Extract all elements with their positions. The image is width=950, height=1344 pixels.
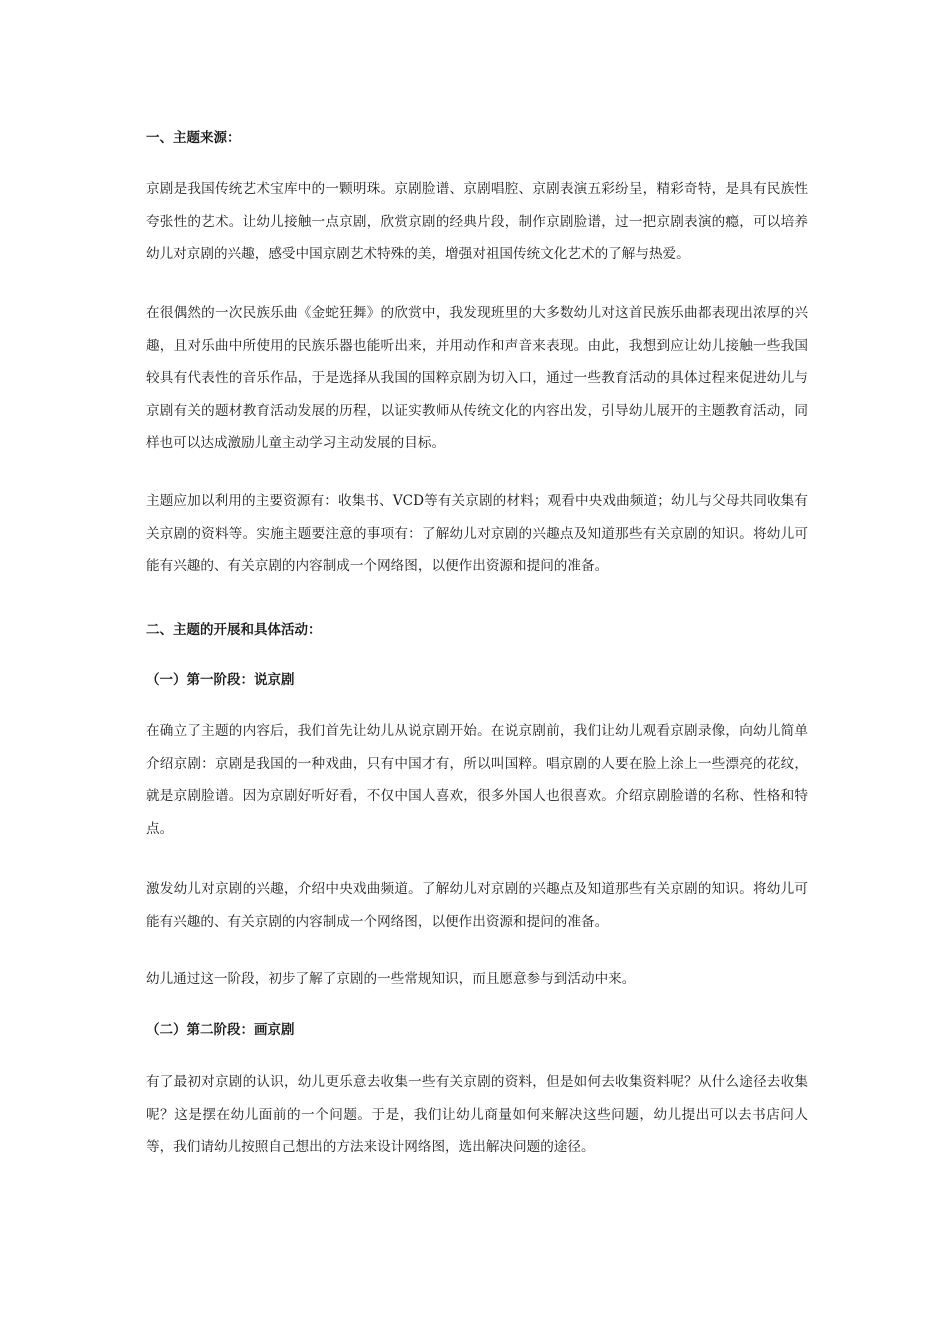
subheading-stage-2: （二）第二阶段：画京剧 xyxy=(146,1022,295,1038)
paragraph-stage-1-2: 激发幼儿对京剧的兴趣，介绍中央戏曲频道。了解幼儿对京剧的兴趣点及知道那些有关京剧的知识。将幼儿可能有兴趣的、有关京剧的内容制成一个网络图，以便作出资源和提问的准备。 xyxy=(146,881,808,930)
paragraph-theme-source-1: 京剧是我国传统艺术宝库中的一颗明珠。京剧脸谱、京剧唱腔、京剧表演五彩纷呈，精彩奇特，是具有民族性夸张性的艺术。让幼儿接触一点京剧，欣赏京剧的经典片段，制作京剧脸谱，过一把京剧表演的瘾，可以培养幼儿对京剧的兴趣，感受中国京剧艺术特殊的美，增强对祖国传统文化艺术的了解与热爱。 xyxy=(146,181,808,262)
paragraph-stage-1-1: 在确立了主题的内容后，我们首先让幼儿从说京剧开始。在说京剧前，我们让幼儿观看京剧录像，向幼儿简单介绍京剧：京剧是我国的一种戏曲，只有中国才有，所以叫国粹。唱京剧的人要在脸上涂上一些漂亮的花纹，就是京剧脸谱。因为京剧好听好看，不仅中国人喜欢，很多外国人也很喜欢。介绍京剧脸谱的名称、性格和特点。 xyxy=(146,723,808,837)
section-heading-theme-source: 一、主题来源： xyxy=(146,130,241,146)
subheading-stage-1: （一）第一阶段：说京剧 xyxy=(146,672,295,688)
section-heading-theme-activities: 二、主题的开展和具体活动： xyxy=(146,622,322,638)
paragraph-theme-source-3: 主题应加以利用的主要资源有：收集书、VCD等有关京剧的材料；观看中央戏曲频道；幼儿与父母共同收集有关京剧的资料等。实施主题要注意的事项有：了解幼儿对京剧的兴趣点及知道那些有关京剧的知识。将幼儿可能有兴趣的、有关京剧的内容制成一个网络图，以便作出资源和提问的准备。 xyxy=(146,493,808,574)
paragraph-stage-2-1: 有了最初对京剧的认识，幼儿更乐意去收集一些有关京剧的资料，但是如何去收集资料呢？从什么途径去收集呢？这是摆在幼儿面前的一个问题。于是，我们让幼儿商量如何来解决这些问题，幼儿提出可以去书店问人等，我们请幼儿按照自己想出的方法来设计网络图，选出解决问题的途径。 xyxy=(146,1074,808,1155)
paragraph-theme-source-2: 在很偶然的一次民族乐曲《金蛇狂舞》的欣赏中，我发现班里的大多数幼儿对这首民族乐曲都表现出浓厚的兴趣，且对乐曲中所使用的民族乐器也能听出来，并用动作和声音来表现。由此，我想到应让幼儿接触一些我国较具有代表性的音乐作品，于是选择从我国的国粹京剧为切入口，通过一些教育活动的具体过程来促进幼儿与京剧有关的题材教育活动发展的历程，以证实教师从传统文化的内容出发，引导幼儿展开的主题教育活动，同样也可以达成激励儿童主动学习主动发展的目标。 xyxy=(146,305,808,451)
paragraph-stage-1-3: 幼儿通过这一阶段，初步了解了京剧的一些常规知识，而且愿意参与到活动中来。 xyxy=(146,971,636,987)
